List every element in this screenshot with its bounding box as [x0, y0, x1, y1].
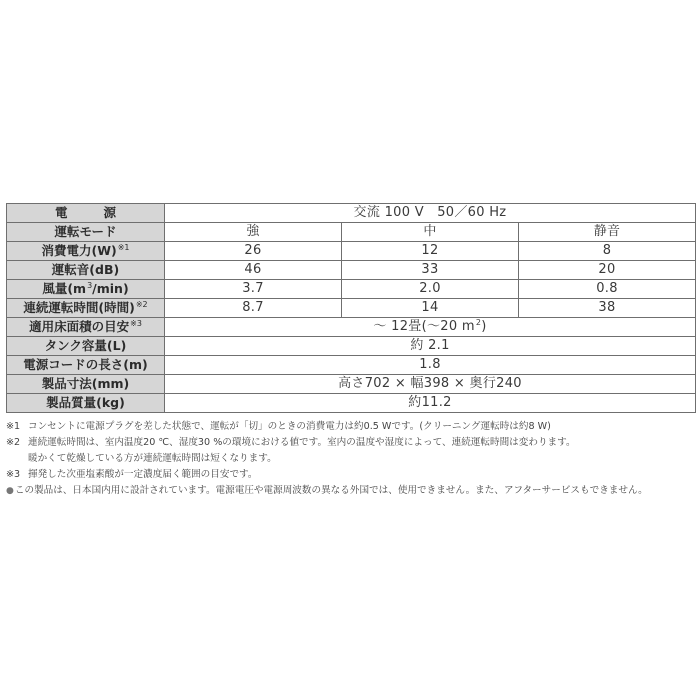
footnote-mark: ※2	[6, 437, 21, 448]
continuous-time-quiet: 38	[519, 299, 696, 318]
power-consumption-strong: 26	[165, 242, 342, 261]
row-cord	[7, 356, 696, 375]
row-power-source	[7, 204, 696, 223]
continuous-time-strong: 8.7	[165, 299, 342, 318]
noise-strong: 46	[165, 261, 342, 280]
bullet-note-text: この製品は、日本国内用に設計されています。電源電圧や電源周波数の異なる外国では、使用できません。また、アフターサービスもできません。	[14, 485, 648, 496]
noise-quiet: 20	[519, 261, 696, 280]
airflow-label: 風量$(m^3/\min)$	[7, 280, 165, 299]
bullet-icon: ●	[6, 486, 14, 496]
footnote-text: 揮発した次亜塩素酸が一定濃度届く範囲の目安です。	[28, 469, 258, 480]
cord-value: 1.8	[165, 356, 696, 375]
bullet-note	[6, 483, 696, 499]
floor-area-label: 適用床面積の目安$^{※3}$	[7, 318, 165, 337]
row-noise	[7, 261, 696, 280]
floor-area-value: ～ 12畳(～20 $m^2$)	[165, 318, 696, 337]
airflow-strong: 3.7	[165, 280, 342, 299]
row-floor-area	[7, 318, 696, 337]
mode-strong: 強	[165, 223, 342, 242]
power-consumption-quiet: 8	[519, 242, 696, 261]
row-power-consumption	[7, 242, 696, 261]
power-consumption-medium: 12	[342, 242, 519, 261]
footnotes	[6, 419, 696, 499]
power-consumption-label: 消費電力$(W)^{※1}$	[7, 242, 165, 261]
row-tank	[7, 337, 696, 356]
noise-label: 運転音(dB)	[7, 261, 165, 280]
tank-value: 約 2.1	[165, 337, 696, 356]
tank-label: タンク容量(L)	[7, 337, 165, 356]
footnote-2-continuation: 暖かくて乾燥している方が連続運転時間は短くなります。	[28, 453, 277, 464]
weight-label: 製品質量(kg)	[7, 394, 165, 413]
weight-value: 約11.2	[165, 394, 696, 413]
dimensions-label: 製品寸法(mm)	[7, 375, 165, 394]
row-airflow	[7, 280, 696, 299]
footnote-mark: ※1	[6, 421, 21, 432]
dimensions-value: 高さ702 × 幅398 × 奥行240	[165, 375, 696, 394]
noise-medium: 33	[342, 261, 519, 280]
mode-quiet: 静音	[519, 223, 696, 242]
spec-table	[6, 203, 696, 413]
footnote-text: コンセントに電源プラグを差した状態で、運転が「切」のときの消費電力は約0.5 Wです。(クリーニング運転時は約8 W)	[28, 421, 551, 432]
footnote-text: 連続運転時間は、室内温度20 ℃、湿度30 %の環境における値です。室内の温度や湿度によって、連続運転時間は変わります。	[28, 437, 576, 448]
footnote-1	[6, 419, 696, 435]
footnote-3	[6, 467, 696, 483]
row-mode	[7, 223, 696, 242]
mode-medium: 中	[342, 223, 519, 242]
continuous-time-medium: 14	[342, 299, 519, 318]
power-source-label: 電 源	[7, 204, 165, 223]
cord-label: 電源コードの長さ(m)	[7, 356, 165, 375]
power-source-value: 交流 100 V 50／60 Hz	[165, 204, 696, 223]
row-continuous-time	[7, 299, 696, 318]
footnote-2	[6, 435, 696, 451]
row-weight	[7, 394, 696, 413]
row-dimensions	[7, 375, 696, 394]
mode-label: 運転モード	[7, 223, 165, 242]
continuous-time-label: 連続運転時間(時間)$^{※2}$	[7, 299, 165, 318]
airflow-medium: 2.0	[342, 280, 519, 299]
airflow-quiet: 0.8	[519, 280, 696, 299]
footnote-mark: ※3	[6, 469, 21, 480]
